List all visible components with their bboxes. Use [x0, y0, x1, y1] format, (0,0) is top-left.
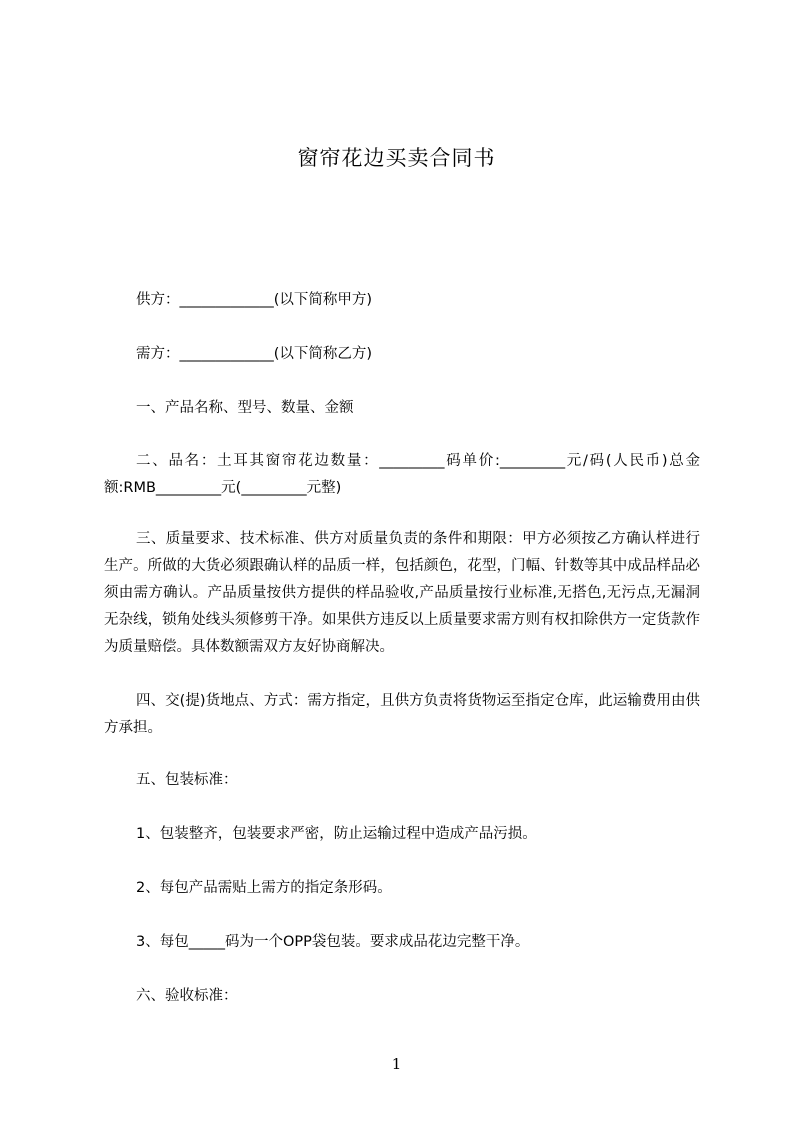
- page-number: 1: [391, 1055, 402, 1073]
- packaging-item-3: 3、每包_____码为一个OPP袋包装。要求成品花边完整干净。: [136, 934, 530, 950]
- packaging-item-1: 1、包装整齐，包装要求严密，防止运输过程中造成产品污损。: [136, 826, 537, 842]
- section-6-heading: 六、验收标准：: [136, 988, 238, 1004]
- section-5-heading: 五、包装标准：: [136, 772, 238, 788]
- section-1-heading: 一、产品名称、型号、数量、金额: [136, 400, 354, 416]
- supplier-line: 供方：_____________(以下简称甲方): [136, 292, 373, 308]
- document-title: 窗帘花边买卖合同书: [297, 146, 496, 170]
- section-3-paragraph: 三、质量要求、技术标准、供方对质量负责的条件和期限：甲方必须按乙方确认样进行生产。所做的大货必须跟确认样的品质一样，包括颜色，花型，门幅、针数等其中成品样品必须由需方确认。产品质量按供方提供的样品验收,产品质量按行业标准,无搭色,无污点,无漏洞无杂线，锁角处线头须修剪干净。如果供方违反以上质量要求需方则有权扣除供方一定货款作为质量赔偿。具体数额需双方友好协商解决。: [104, 531, 700, 655]
- section-4-paragraph: 四、交(提)货地点、方式：需方指定，且供方负责将货物运至指定仓库，此运输费用由供方承担。: [104, 693, 700, 736]
- section-2-paragraph: 二、品名：土耳其窗帘花边数量：_________码单价:_________元/码(人民币)总金额:RMB_________元(_________元整): [104, 453, 700, 496]
- buyer-line: 需方：_____________(以下简称乙方): [136, 346, 373, 362]
- packaging-item-2: 2、每包产品需贴上需方的指定条形码。: [136, 880, 392, 896]
